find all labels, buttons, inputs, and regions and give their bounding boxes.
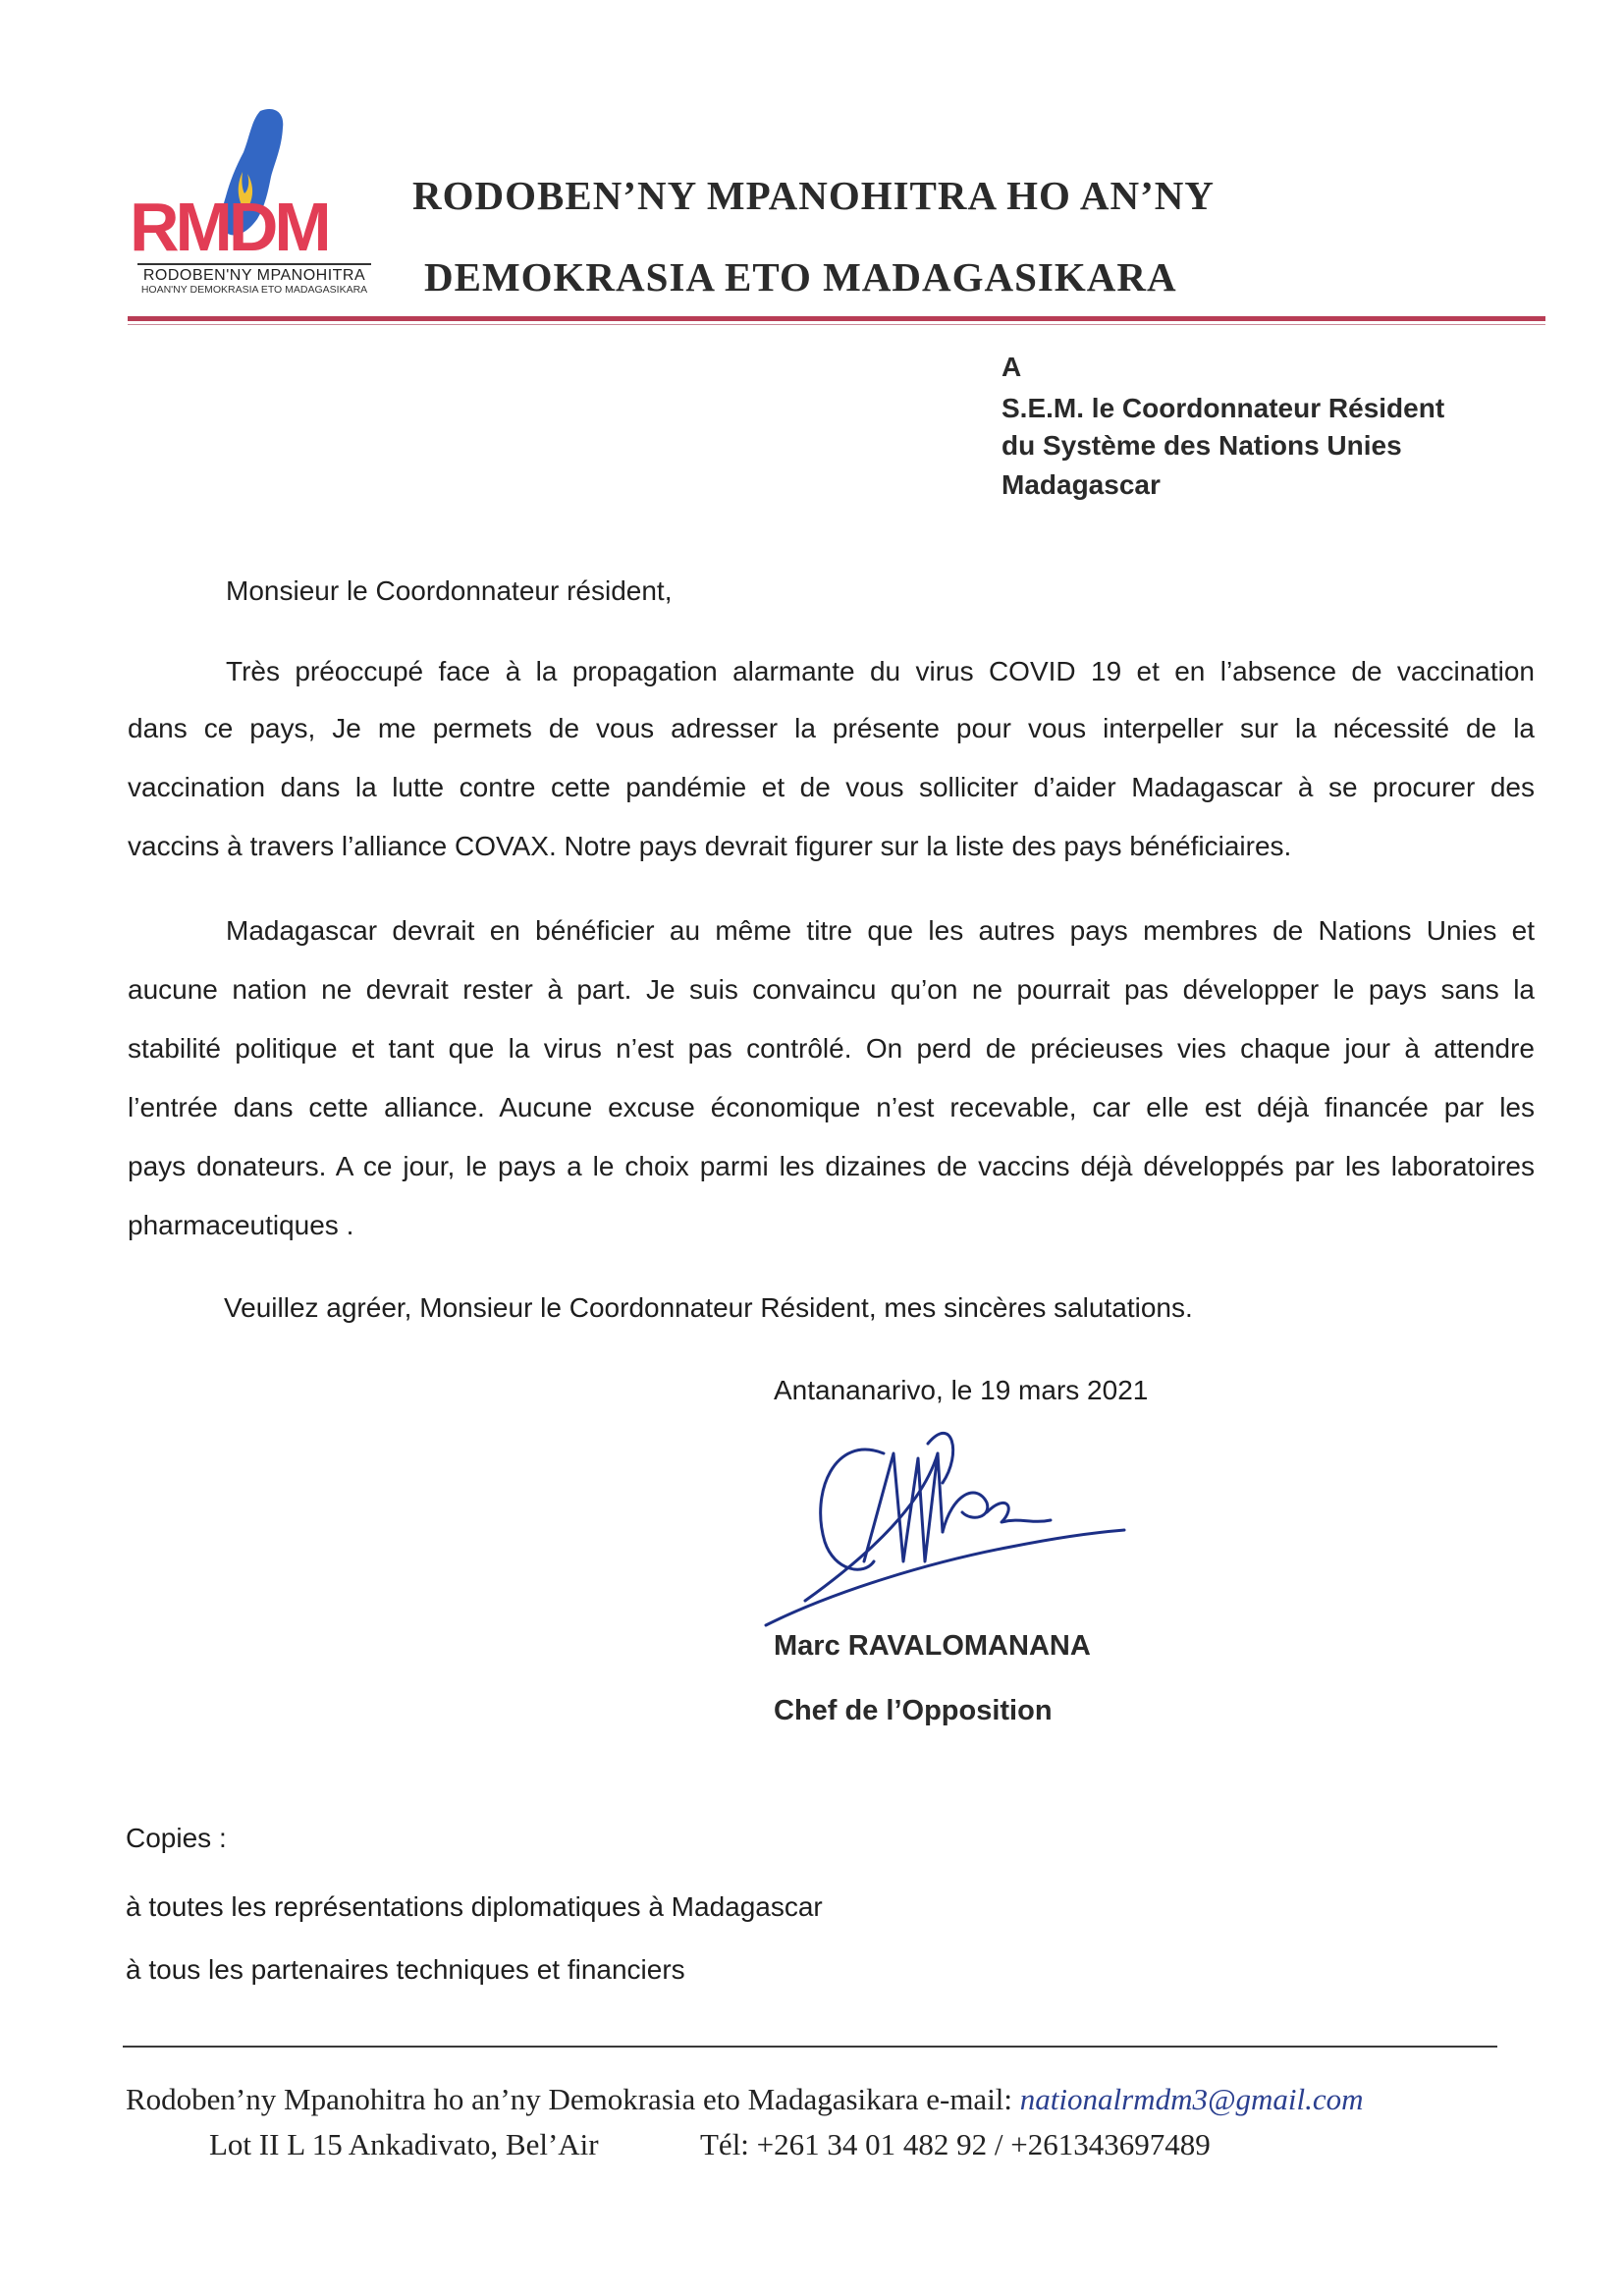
footer-org: Rodoben’ny Mpanohitra ho an’ny Demokrasia eto Madagasikara e-mail: xyxy=(126,2082,1020,2116)
paragraph-2-line: pharmaceutiques . xyxy=(128,1210,354,1240)
paragraph-2-line: Madagascar devrait en bénéficier au même titre que les autres pays membres de Nations Unies et xyxy=(226,915,1535,946)
closing-formula: Veuillez agréer, Monsieur le Coordonnateur Résident, mes sincères salutations. xyxy=(224,1292,1193,1323)
recipient-line-4: Madagascar xyxy=(1001,469,1161,500)
paragraph-1-line: vaccins à travers l’alliance COVAX. Notre pays devrait figurer sur la liste des pays bénéficiaires. xyxy=(128,831,1292,861)
paragraph-2-line: pays donateurs. A ce jour, le pays a le choix parmi les dizaines de vaccins déjà développés par les laboratoires xyxy=(128,1151,1535,1181)
logo-subtitle-1: RODOBEN'NY MPANOHITRA xyxy=(137,263,371,285)
recipient-line-1: A xyxy=(1001,352,1022,382)
place-date: Antananarivo, le 19 mars 2021 xyxy=(774,1375,1149,1405)
footer-org-line xyxy=(126,2082,1364,2117)
logo-letters: RMDM xyxy=(130,189,328,265)
signatory-title: Chef de l’Opposition xyxy=(774,1695,1053,1726)
signatory-name: Marc RAVALOMANANA xyxy=(774,1630,1091,1662)
letterhead-rule xyxy=(128,316,1545,321)
copies-heading: Copies : xyxy=(126,1823,227,1853)
handwritten-signature xyxy=(756,1414,1149,1640)
footer-email: nationalrmdm3@gmail.com xyxy=(1019,2082,1364,2116)
logo-subtitle-2: HOAN'NY DEMOKRASIA ETO MADAGASIKARA xyxy=(140,284,368,296)
paragraph-2-line: l’entrée dans cette alliance. Aucune excuse économique n’est recevable, car elle est déjà financée par les xyxy=(128,1092,1535,1122)
paragraph-2-line: stabilité politique et tant que la virus n’est pas contrôlé. On perd de précieuses vies chaque jour à attendre xyxy=(128,1033,1535,1064)
paragraph-1-line: Très préoccupé face à la propagation alarmante du virus COVID 19 et en l’absence de vaccination xyxy=(226,656,1535,686)
paragraph-2-line: aucune nation ne devrait rester à part. Je suis convaincu qu’on ne pourrait pas développer le pays sans la xyxy=(128,974,1535,1005)
letterhead-title-line-2: DEMOKRASIA ETO MADAGASIKARA xyxy=(424,254,1177,300)
paragraph-1-line: dans ce pays, Je me permets de vous adresser la présente pour vous interpeller sur la nécessité de la xyxy=(128,713,1535,743)
paragraph-1-line: vaccination dans la lutte contre cette pandémie et de vous solliciter d’aider Madagascar à se procurer des xyxy=(128,772,1535,802)
footer-address: Lot II L 15 Ankadivato, Bel’Air xyxy=(209,2127,599,2161)
recipient-line-3: du Système des Nations Unies xyxy=(1001,430,1402,461)
footer-phone: Tél: +261 34 01 482 92 / +261343697489 xyxy=(700,2127,1211,2161)
copies-item: à toutes les représentations diplomatiques à Madagascar xyxy=(126,1891,823,1922)
letterhead-title-line-1: RODOBEN’NY MPANOHITRA HO AN’NY xyxy=(412,173,1215,218)
salutation: Monsieur le Coordonnateur résident, xyxy=(226,575,673,606)
copies-item: à tous les partenaires techniques et financiers xyxy=(126,1954,685,1985)
letterhead-rule-thin xyxy=(128,324,1545,325)
recipient-line-2: S.E.M. le Coordonnateur Résident xyxy=(1001,393,1445,423)
footer-rule xyxy=(123,2046,1497,2048)
